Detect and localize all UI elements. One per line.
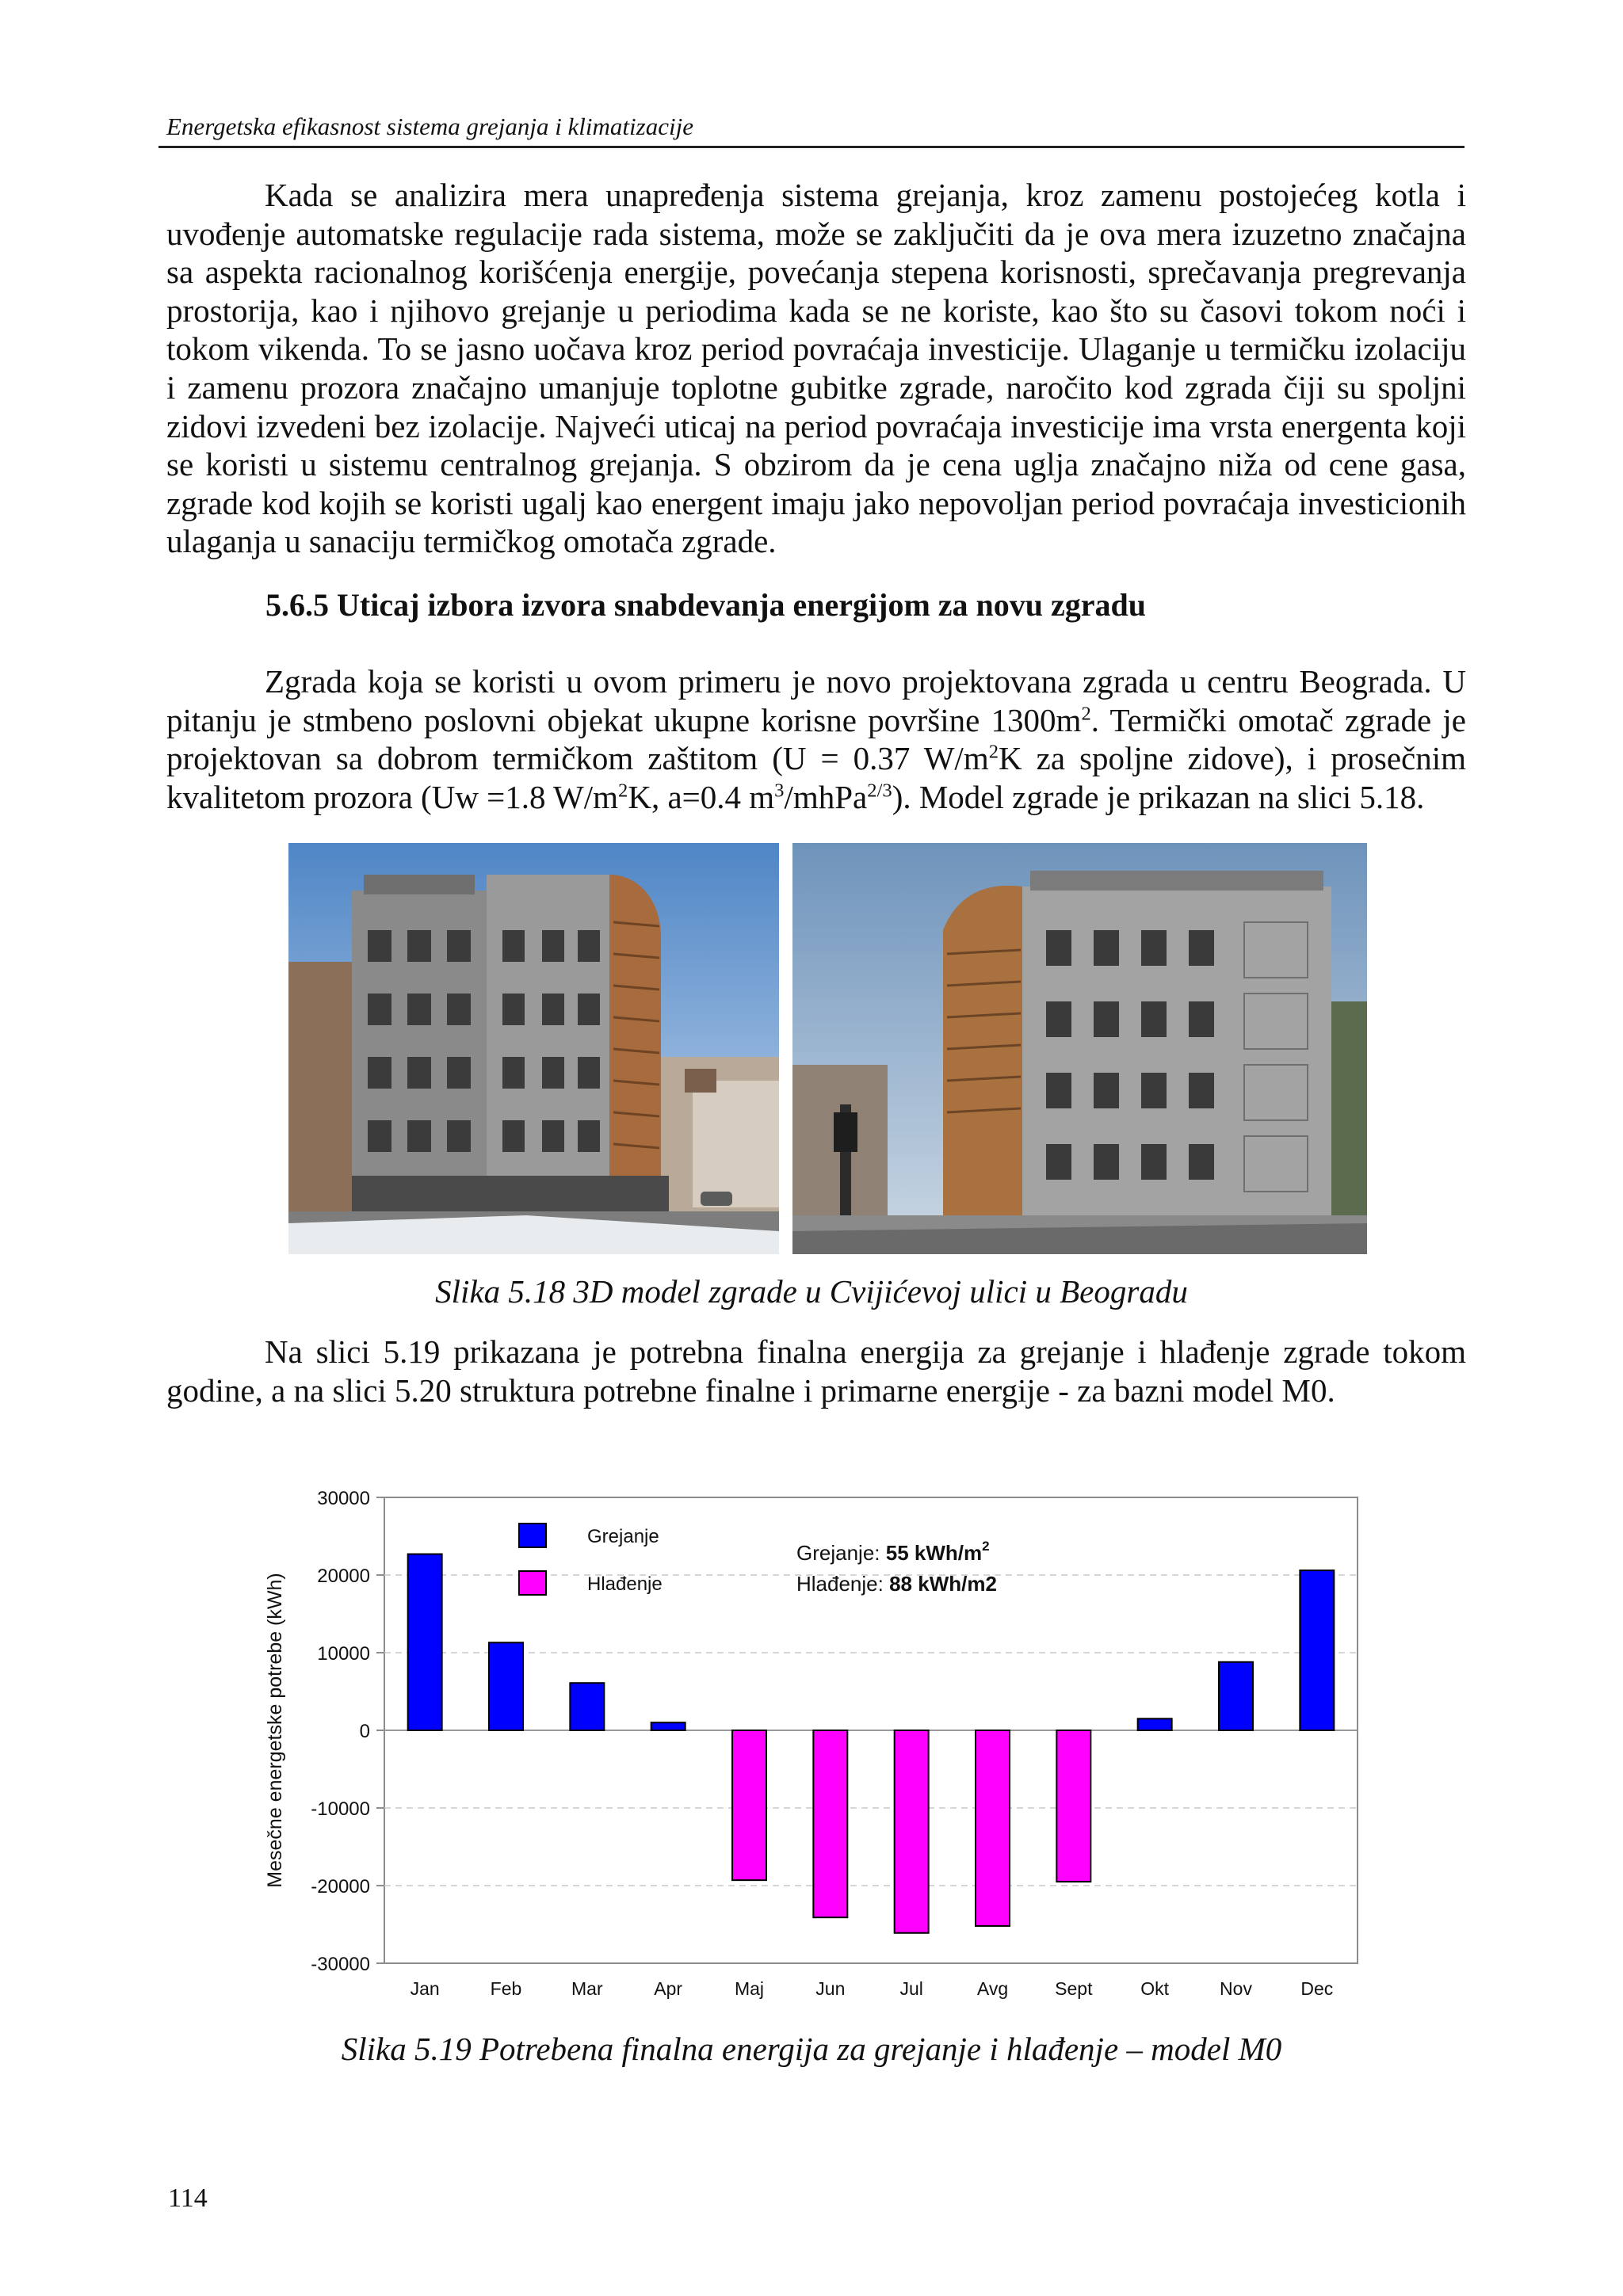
x-tick-label: Dec — [1300, 1978, 1334, 1999]
x-tick-label: Avg — [976, 1978, 1009, 1999]
legend-swatch-hladenje — [519, 1571, 546, 1595]
page-number: 114 — [168, 2183, 208, 2213]
x-tick-label: Sept — [1055, 1978, 1093, 1999]
x-tick-label: Jun — [815, 1978, 846, 1999]
y-tick-label: -30000 — [311, 1954, 370, 1975]
bar-grejanje-nov — [1219, 1662, 1253, 1730]
x-tick-label: Nov — [1220, 1978, 1252, 1999]
energy-bar-chart — [258, 1470, 1383, 2000]
y-tick-label: -20000 — [311, 1876, 370, 1897]
bar-grejanje-jan — [408, 1554, 442, 1730]
y-tick-label: 30000 — [317, 1488, 370, 1509]
paragraph-1: Kada se analizira mera unapređenja sistema grejanja, kroz zamenu postojećeg kotla i uvođenje automatske regulacije rada sistema, može se zaključiti da je ova mera izuzetno značajna sa aspekta racionalnog korišćenja energije, povećanja stepena korisnosti, sprečavanja pregrevanja prostorija, kao i njihovo grejanje u periodima kada se ne koriste, kao što su časovi tokom noći i tokom vikenda. To se jasno uočava kroz period povraćaja investicije. Ulaganje u termičku izolaciju i zamenu prozora značajno umanjuje toplotne gubitke zgrade, naročito kod zgrada čiji su spoljni zidovi izvedeni bez izolacije. Najveći uticaj na period povraćaja investicije ima vrsta energenta koji se koristi u sistemu centralnog grejanja. S obzirom da je cena uglja značajno niža od cene gasa, zgrade kod kojih se koristi ugalj kao energent imaju jako nepovoljan period povraćaja investicionih ulaganja u sanaciju termičkog omotača zgrade. — [166, 177, 1466, 560]
annotation-grejanje: Grejanje: 55 kWh/$m^2$ — [796, 1539, 990, 1565]
bar-grejanje-apr — [651, 1722, 685, 1730]
section-heading: 5.6.5 Uticaj izbora izvora snabdevanja energijom za novu zgradu — [265, 587, 1147, 623]
bar-hladenje-avg — [976, 1730, 1010, 1926]
y-tick-label: 20000 — [317, 1566, 370, 1587]
figure-2-caption: Slika 5.19 Potrebena finalna energija za grejanje i hlađenje – model M0 — [341, 2031, 1282, 2067]
paragraph-2: Zgrada koja se koristi u ovom primeru je novo projektovana zgrada u centru Beograda. U pitanju je stmbeno poslovni objekat ukupne korisne površine $1300m^2$. Termički omotač zgrade je projektovan sa dobrom termičkom zaštitom (U = 0.37 $W/m^2K$ za spoljne zidove), i prosečnim kvalitetom prozora (Uw =1.8 $W/m^2K$, a=0.4 $m^3/mhPa^{2/3}$). Model zgrade je prikazan na slici 5.18. — [166, 663, 1466, 815]
annotation-hladenje: Hlađenje: 88 kWh/m2 — [796, 1572, 997, 1596]
legend-label-hladenje: Hlađenje — [587, 1573, 663, 1595]
bar-grejanje-dec — [1300, 1570, 1334, 1730]
building-photo-left — [288, 843, 779, 1254]
building-photo-right — [792, 843, 1367, 1254]
x-tick-label: Feb — [490, 1978, 522, 1999]
bar-grejanje-feb — [489, 1642, 523, 1730]
y-tick-label: -10000 — [311, 1798, 370, 1820]
bar-hladenje-sept — [1056, 1730, 1090, 1882]
running-header: Energetska efikasnost sistema grejanja i klimatizacije — [166, 113, 693, 140]
x-tick-label: Okt — [1140, 1978, 1170, 1999]
header-rule — [158, 146, 1465, 148]
bar-grejanje-mar — [570, 1683, 604, 1730]
y-tick-label: 10000 — [317, 1643, 370, 1665]
y-tick-label: 0 — [359, 1721, 370, 1742]
x-tick-label: Maj — [734, 1978, 765, 1999]
figure-1-caption: Slika 5.18 3D model zgrade u Cvijićevoj ulici u Beogradu — [435, 1273, 1188, 1310]
x-tick-label: Jan — [410, 1978, 440, 1999]
bar-hladenje-jun — [813, 1730, 847, 1917]
bar-hladenje-jul — [895, 1730, 929, 1933]
x-tick-label: Apr — [654, 1978, 683, 1999]
x-tick-label: Jul — [899, 1978, 923, 1999]
bar-hladenje-maj — [732, 1730, 766, 1880]
paragraph-3: Na slici 5.19 prikazana je potrebna finalna energija za grejanje i hlađenje zgrade tokom godine, a na slici 5.20 struktura potrebne finalne i primarne energije - za bazni model M0. — [166, 1333, 1466, 1409]
bar-grejanje-okt — [1138, 1718, 1172, 1730]
legend-swatch-grejanje — [519, 1524, 546, 1547]
legend-label-grejanje: Grejanje — [587, 1526, 659, 1547]
x-tick-label: Mar — [571, 1978, 603, 1999]
y-axis-label: Mesečne energetske potrebe (kWh) — [264, 1573, 286, 1888]
